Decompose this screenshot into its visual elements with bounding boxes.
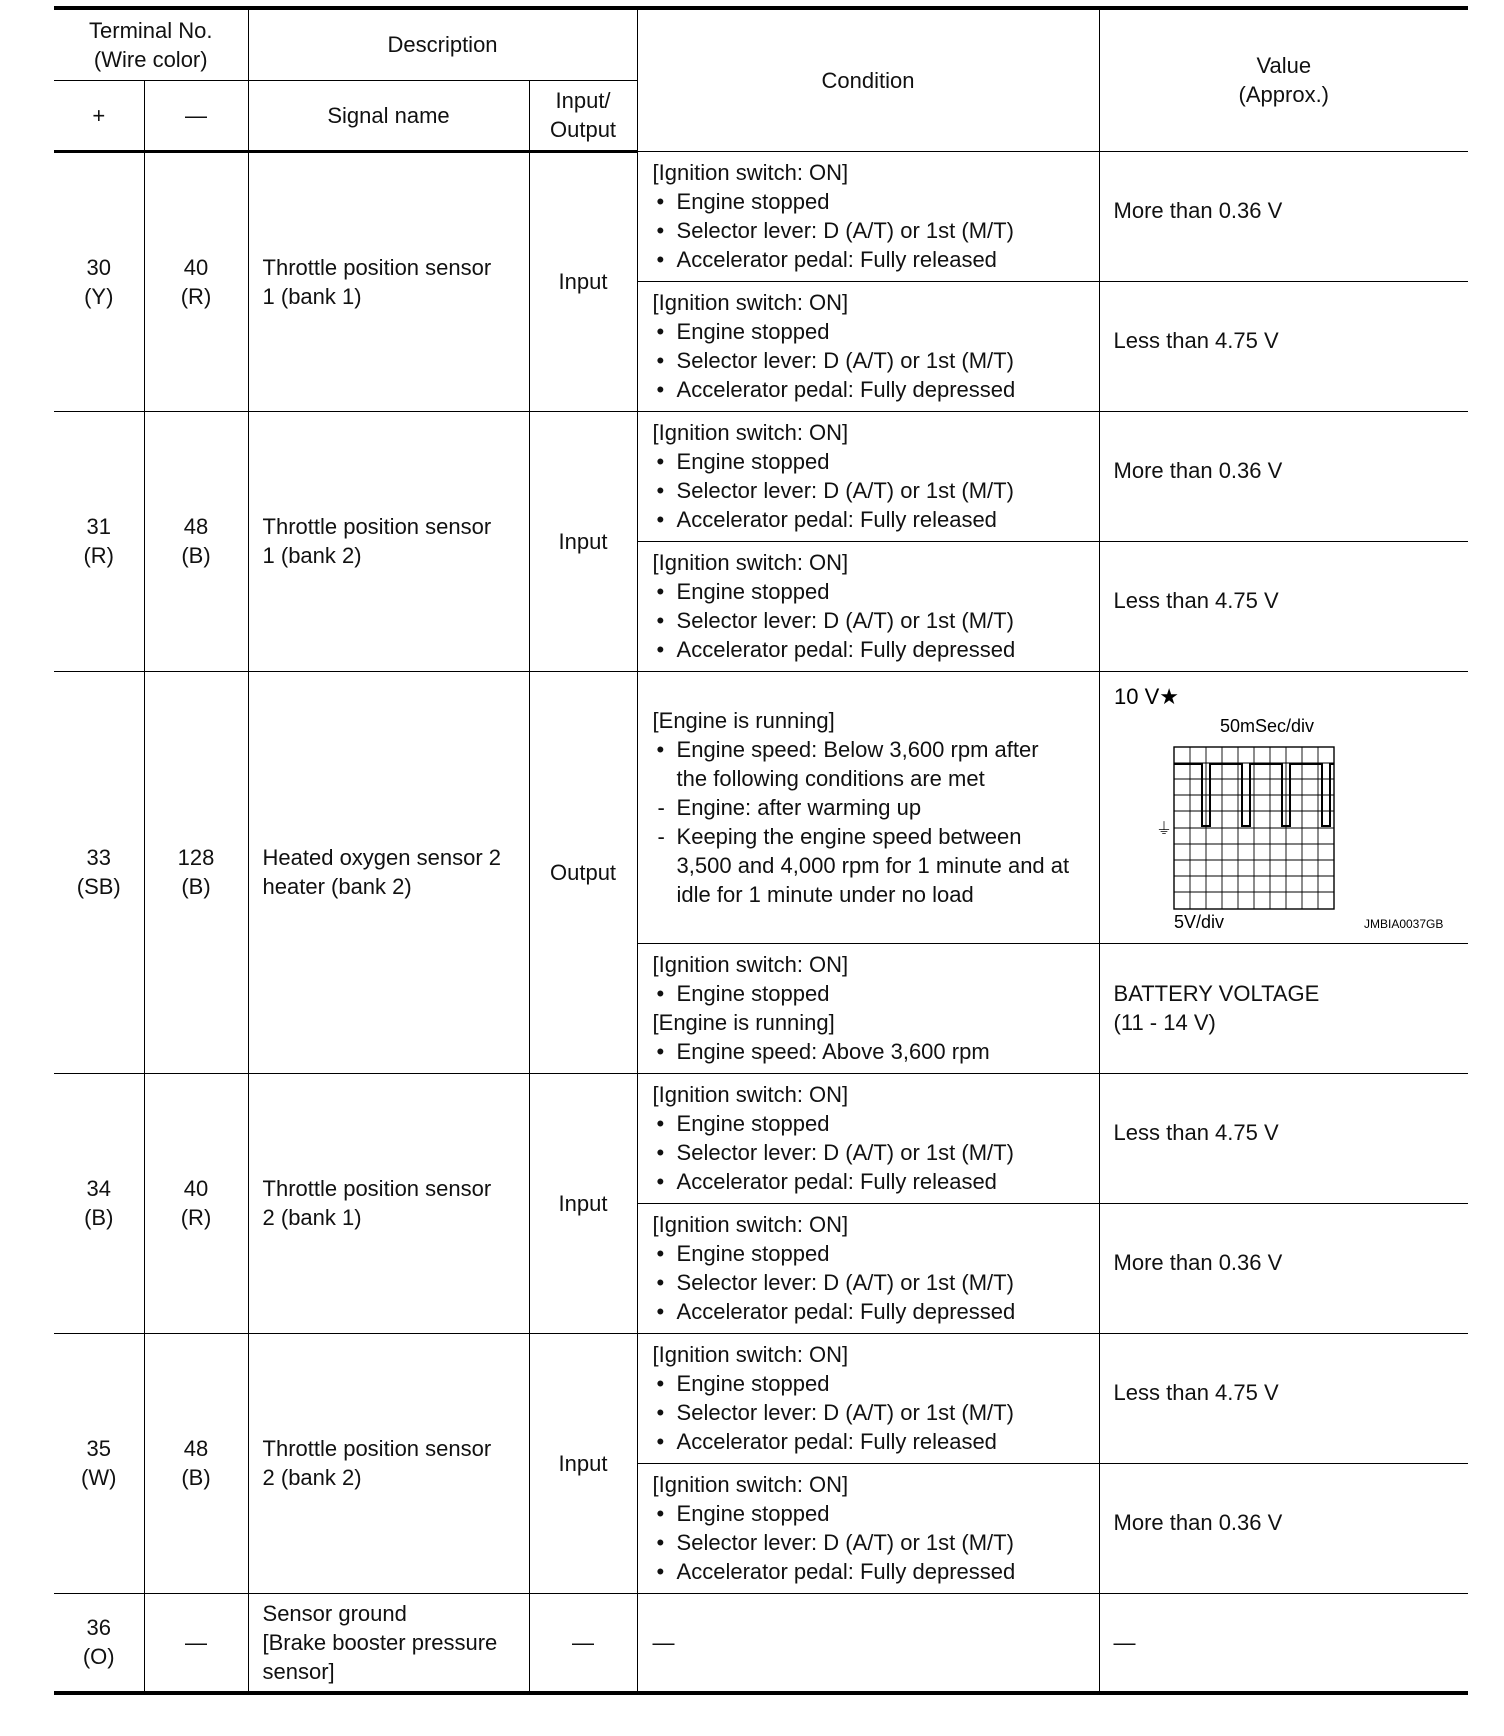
figure-code: JMBIA0037GB (1363, 916, 1443, 931)
header-io-line1: Input/ (555, 88, 611, 113)
terminal-plus-31 (54, 411, 144, 671)
terminal-plus-34 (54, 1073, 144, 1333)
condition-bullet: • Engine stopped (653, 187, 1099, 216)
terminal-plus-30 (54, 151, 144, 411)
input-output: — (529, 1593, 637, 1693)
value-cell: More than 0.36 V (1099, 411, 1468, 541)
terminal-minus-48 (144, 411, 248, 671)
header-io-line2: Output (550, 117, 617, 142)
condition-heading: [Ignition switch: ON] (652, 1472, 849, 1497)
value-cell: Less than 4.75 V (1099, 1333, 1468, 1463)
condition-bullet-continued: the following conditions are met (676, 765, 985, 791)
condition-heading: [Ignition switch: ON] (652, 550, 849, 575)
terminal-number: 40 (183, 254, 209, 280)
condition-heading: [Ignition switch: ON] (652, 1342, 849, 1367)
input-output: Input (529, 411, 637, 671)
signal-name-line: heater (bank 2) (262, 874, 412, 899)
condition-cell (637, 1203, 1099, 1333)
wire-color: (R) (180, 283, 212, 309)
terminal-number: 48 (183, 1436, 209, 1461)
wire-color: (W) (81, 1465, 117, 1490)
condition-heading: [Ignition switch: ON] (652, 160, 849, 185)
condition-bullet: • Accelerator pedal: Fully depressed (653, 1297, 1099, 1326)
condition-heading: [Ignition switch: ON] (652, 1082, 849, 1107)
header-value-label: Value (1256, 53, 1312, 79)
value-cell: More than 0.36 V (1099, 1463, 1468, 1593)
condition-cell (637, 411, 1099, 541)
terminal-number: 48 (183, 514, 209, 539)
signal-name-line: [Brake booster pressure (262, 1629, 498, 1655)
terminal-minus-40 (144, 151, 248, 411)
signal-name-line: 2 (bank 2) (262, 1465, 362, 1490)
terminal-number: 34 (86, 1176, 111, 1201)
terminal-minus-none: — (144, 1593, 248, 1693)
header-plus: + (54, 80, 144, 151)
signal-name (248, 1593, 529, 1693)
wire-color: (B) (181, 543, 211, 568)
condition-bullet: • Accelerator pedal: Fully released (653, 1427, 1099, 1456)
condition-bullet: • Accelerator pedal: Fully released (653, 505, 1099, 534)
header-terminal-label: Terminal No. (89, 17, 213, 43)
value-cell: More than 0.36 V (1099, 1203, 1468, 1333)
wire-color: (Y) (84, 283, 114, 309)
header-signal-name: Signal name (248, 80, 529, 151)
condition-cell (637, 943, 1099, 1073)
condition-dash-item: - Engine: after warming up (653, 793, 1099, 822)
terminal-number: 31 (86, 514, 111, 539)
signal-name (248, 411, 529, 671)
input-output: Input (529, 1333, 637, 1593)
header-wire-color-label: (Wire color) (93, 46, 208, 72)
condition-bullet: • Selector lever: D (A/T) or 1st (M/T) (653, 216, 1099, 245)
condition-bullet: • Accelerator pedal: Fully depressed (653, 1557, 1099, 1586)
terminal-number: 35 (86, 1436, 111, 1461)
terminal-spec-table (54, 6, 1468, 1695)
wire-color: (B) (181, 1465, 211, 1490)
signal-name-line: 1 (bank 2) (262, 543, 362, 568)
condition-cell (637, 151, 1099, 281)
condition-heading: [Ignition switch: ON] (652, 290, 849, 315)
signal-name-line: Throttle position sensor (262, 254, 492, 280)
condition-bullet: • Selector lever: D (A/T) or 1st (M/T) (653, 1528, 1099, 1557)
condition-bullet: • Engine speed: Above 3,600 rpm (653, 1037, 1099, 1066)
value-cell (1099, 943, 1468, 1073)
terminal-number: 33 (86, 845, 111, 870)
condition-bullet: • Engine stopped (653, 317, 1099, 346)
battery-voltage-label: BATTERY VOLTAGE (1113, 981, 1320, 1006)
condition-heading: [Engine is running] (652, 707, 835, 733)
condition-bullet: • Accelerator pedal: Fully depressed (653, 635, 1099, 664)
condition-dash-continued: idle for 1 minute under no load (676, 881, 974, 907)
condition-bullet: • Engine stopped (653, 1109, 1099, 1138)
wire-color: (O) (82, 1644, 115, 1670)
condition-bullet: • Engine stopped (653, 1239, 1099, 1268)
input-output: Output (529, 671, 637, 1073)
condition-bullet: • Engine speed: Below 3,600 rpm after (653, 735, 1099, 764)
header-value-approx: (Approx.) (1238, 82, 1330, 108)
condition-cell (637, 281, 1099, 411)
signal-name-line: 2 (bank 1) (262, 1205, 362, 1230)
terminal-number: 128 (177, 845, 215, 870)
waveform-volt-division: 5V/div (1173, 911, 1224, 932)
terminal-number: 36 (86, 1615, 111, 1641)
terminal-minus-40 (144, 1073, 248, 1333)
terminal-minus-128 (144, 671, 248, 1073)
terminal-plus-33 (54, 671, 144, 1073)
value-cell: — (1099, 1593, 1468, 1693)
value-cell: Less than 4.75 V (1099, 541, 1468, 671)
condition-bullet: • Engine stopped (653, 1499, 1099, 1528)
waveform-time-division: 50mSec/div (1219, 715, 1314, 736)
value-cell: More than 0.36 V (1099, 151, 1468, 281)
condition-cell (637, 671, 1099, 943)
condition-bullet: • Selector lever: D (A/T) or 1st (M/T) (653, 476, 1099, 505)
signal-name (248, 1073, 529, 1333)
oscilloscope-figure (1100, 672, 1469, 934)
condition-bullet: • Selector lever: D (A/T) or 1st (M/T) (653, 1398, 1099, 1427)
condition-cell (637, 1463, 1099, 1593)
header-input-output (529, 80, 637, 151)
signal-name (248, 151, 529, 411)
signal-name-line: Throttle position sensor (262, 1176, 492, 1201)
condition-heading: [Ignition switch: ON] (652, 420, 849, 445)
condition-bullet: • Accelerator pedal: Fully released (653, 245, 1099, 274)
condition-bullet: • Selector lever: D (A/T) or 1st (M/T) (653, 1268, 1099, 1297)
condition-bullet: • Selector lever: D (A/T) or 1st (M/T) (653, 606, 1099, 635)
terminal-plus-35 (54, 1333, 144, 1593)
condition-cell (637, 541, 1099, 671)
header-terminal-no (54, 8, 248, 80)
terminal-minus-48 (144, 1333, 248, 1593)
value-cell: Less than 4.75 V (1099, 1073, 1468, 1203)
signal-name-line: Heated oxygen sensor 2 (262, 845, 502, 870)
wire-color: (B) (84, 1205, 114, 1230)
header-description: Description (248, 8, 637, 80)
condition-bullet: • Selector lever: D (A/T) or 1st (M/T) (653, 1138, 1099, 1167)
condition-bullet: • Engine stopped (653, 577, 1099, 606)
condition-cell: — (637, 1593, 1099, 1693)
battery-voltage-range: (11 - 14 V) (1113, 1010, 1216, 1035)
wire-color: (B) (181, 874, 211, 899)
value-cell: Less than 4.75 V (1099, 281, 1468, 411)
signal-name-line: Throttle position sensor (262, 514, 492, 539)
header-value (1099, 8, 1468, 151)
input-output: Input (529, 151, 637, 411)
condition-bullet: • Selector lever: D (A/T) or 1st (M/T) (653, 346, 1099, 375)
ground-symbol: ⏚ (1155, 820, 1172, 838)
terminal-number: 40 (183, 1176, 209, 1201)
signal-name (248, 1333, 529, 1593)
oscilloscope-waveform (1100, 672, 1469, 932)
wire-color: (SB) (76, 874, 121, 899)
condition-dash-continued: 3,500 and 4,000 rpm for 1 minute and at (676, 852, 1070, 878)
condition-dash-item: - Keeping the engine speed between (653, 822, 1099, 851)
condition-bullet: • Accelerator pedal: Fully depressed (653, 375, 1099, 404)
signal-name-line: Sensor ground (262, 1600, 407, 1626)
wire-color: (R) (83, 543, 115, 568)
header-condition: Condition (637, 8, 1099, 151)
waveform-value-cell (1099, 671, 1468, 943)
header-minus: — (144, 80, 248, 151)
condition-cell (637, 1073, 1099, 1203)
waveform-voltage: 10 V★ (1113, 683, 1179, 709)
condition-bullet: • Engine stopped (653, 447, 1099, 476)
condition-heading: [Ignition switch: ON] (652, 1212, 849, 1237)
condition-heading: [Ignition switch: ON] (652, 952, 849, 977)
terminal-plus-36 (54, 1593, 144, 1693)
signal-name-line: 1 (bank 1) (262, 283, 362, 309)
signal-name-line: Throttle position sensor (262, 1436, 492, 1461)
oscilloscope-grid (1174, 747, 1334, 909)
condition-heading: [Engine is running] (652, 1010, 835, 1035)
input-output: Input (529, 1073, 637, 1333)
wire-color: (R) (180, 1205, 212, 1230)
condition-bullet: • Engine stopped (653, 979, 1099, 1008)
condition-bullet: • Engine stopped (653, 1369, 1099, 1398)
signal-name (248, 671, 529, 1073)
terminal-number: 30 (86, 254, 111, 280)
signal-name-line: sensor] (262, 1658, 335, 1684)
condition-bullet: • Accelerator pedal: Fully released (653, 1167, 1099, 1196)
condition-cell (637, 1333, 1099, 1463)
